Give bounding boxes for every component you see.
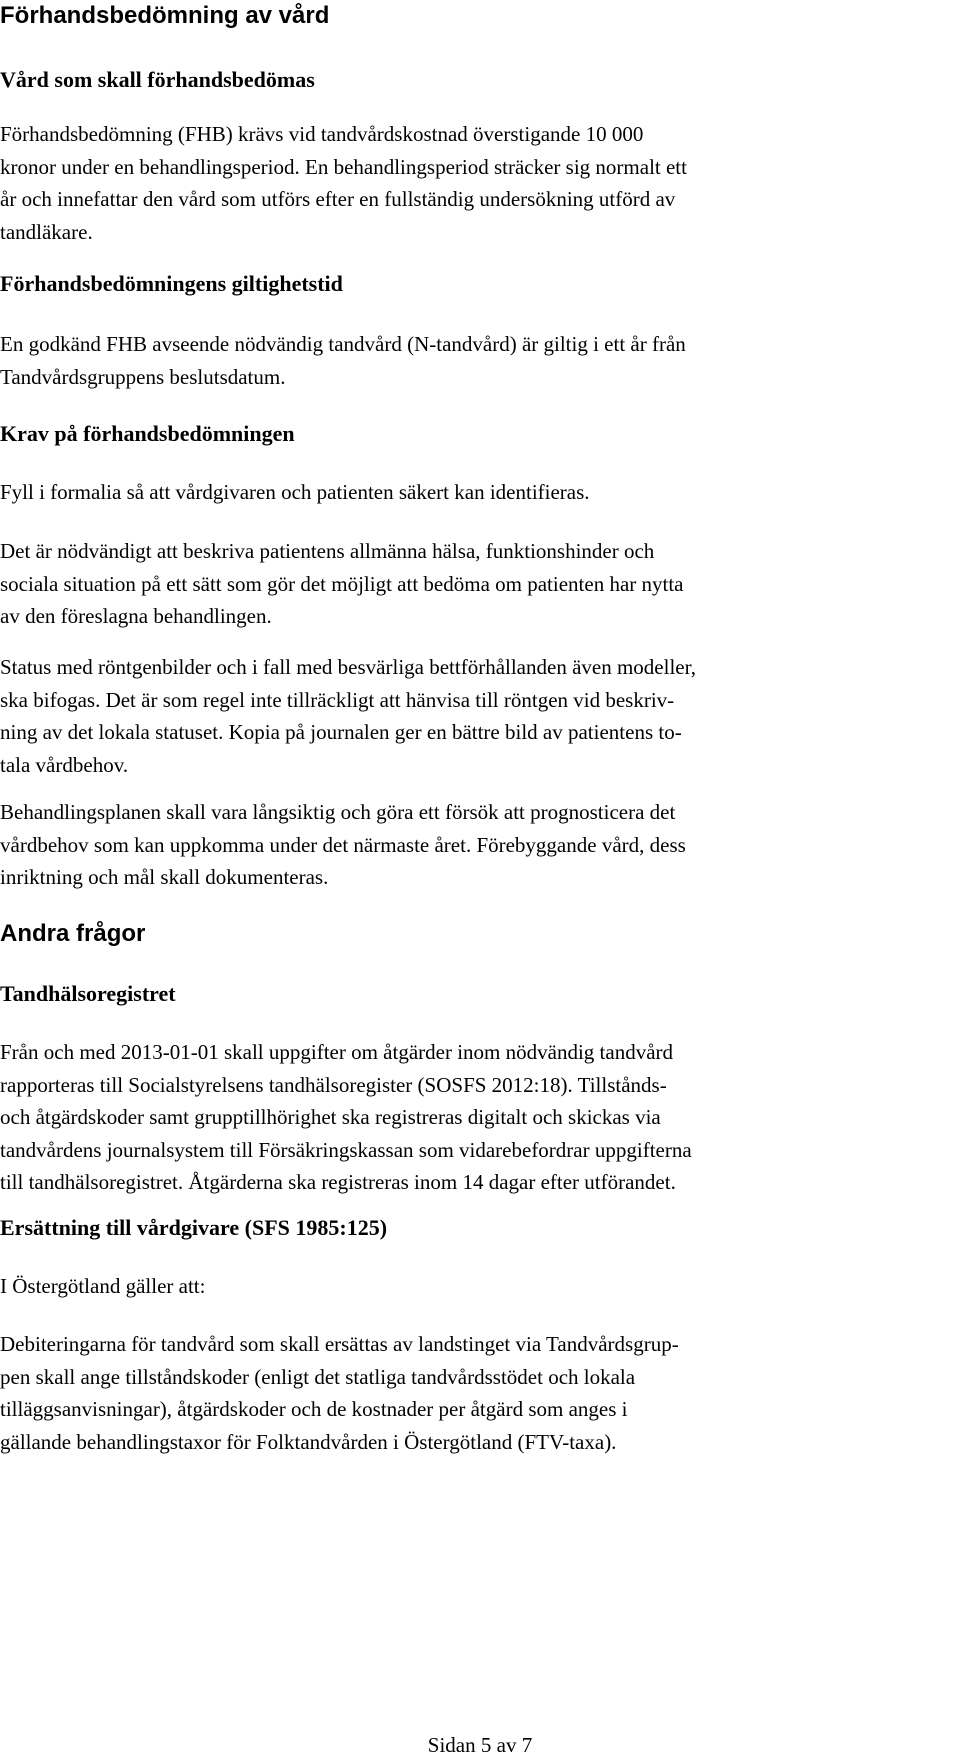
text-line: ning av det lokala statuset. Kopia på journalen ger en bättre bild av patientens to-	[0, 720, 682, 744]
section-title-andra-fragor: Andra frågor	[0, 920, 146, 947]
section-title-forhandsbedomning: Förhandsbedömning av vård	[0, 2, 330, 29]
text-line: gällande behandlingstaxor för Folktandvården i Östergötland (FTV-taxa).	[0, 1429, 617, 1454]
text-line: och åtgärdskoder samt grupptillhörighet ska registreras digitalt och skickas via	[0, 1105, 661, 1129]
heading-giltighetstid: Förhandsbedömningens giltighetstid	[0, 271, 343, 296]
text-line: ska bifogas. Det är som regel inte tillräckligt att hänvisa till röntgen vid beskriv-	[0, 687, 675, 712]
text-line: sociala situation på ett sätt som gör det möjligt att bedöma om patienten har nytta	[0, 571, 684, 596]
text-line: inriktning och mål skall dokumenteras.	[0, 865, 329, 889]
text-line: tandläkare.	[0, 219, 93, 244]
text-line: En godkänd FHB avseende nödvändig tandvård (N-tandvård) är giltig i ett år från	[0, 332, 686, 356]
heading-ersattning: Ersättning till vårdgivare (SFS 1985:125)	[0, 1215, 388, 1240]
text-line: Tandvårdsgruppens beslutsdatum.	[0, 364, 286, 389]
page-number: Sidan 5 av 7	[427, 1733, 533, 1757]
text-line: år och innefattar den vård som utförs efter en fullständig undersökning utförd av	[0, 187, 676, 211]
text-line: av den föreslagna behandlingen.	[0, 604, 272, 628]
heading-krav: Krav på förhandsbedömningen	[0, 421, 295, 446]
text-line: tandvårdens journalsystem till Försäkringskassan som vidarebefordrar uppgifterna	[0, 1137, 692, 1162]
text-line: Behandlingsplanen skall vara långsiktig och göra ett försök att prognosticera det	[0, 800, 676, 824]
paragraph-ostergotland	[0, 1270, 205, 1303]
text-line: pen skall ange tillståndskoder (enligt det statliga tandvårdsstödet och lokala	[0, 1364, 636, 1389]
heading-vard-som-skall-forhandsbedomas: Vård som skall förhandsbedömas	[0, 67, 315, 92]
text-line: till tandhälsoregistret. Åtgärderna ska registreras inom 14 dagar efter utförandet.	[0, 1170, 676, 1194]
paragraph-formalia	[0, 476, 590, 509]
text-line: vårdbehov som kan uppkomma under det närmaste året. Förebyggande vård, dess	[0, 832, 686, 857]
text-line: rapporteras till Socialstyrelsens tandhälsoregister (SOSFS 2012:18). Tillstånds-	[0, 1072, 667, 1097]
paragraph-fhb-requirement	[0, 118, 687, 248]
text-line: tilläggsanvisningar), åtgärdskoder och de kostnader per åtgärd som anges i	[0, 1397, 628, 1421]
paragraph-allman-halsa	[0, 535, 684, 633]
paragraph-debiteringar	[0, 1328, 679, 1458]
paragraph-giltighetstid	[0, 328, 686, 393]
text-line: kronor under en behandlingsperiod. En behandlingsperiod sträcker sig normalt ett	[0, 154, 687, 179]
text-line: Debiteringarna för tandvård som skall ersättas av landstinget via Tandvårdsgrup-	[0, 1332, 679, 1356]
text-line: Det är nödvändigt att beskriva patientens allmänna hälsa, funktionshinder och	[0, 539, 655, 563]
heading-tandhalsoregistret: Tandhälsoregistret	[0, 981, 176, 1006]
paragraph-tandhalsoregistret	[0, 1036, 692, 1199]
text-line: Status med röntgenbilder och i fall med besvärliga bettförhållanden även modeller,	[0, 655, 697, 679]
text-line: tala vårdbehov.	[0, 752, 129, 777]
text-line: Fyll i formalia så att vårdgivaren och patienten säkert kan identifieras.	[0, 480, 590, 504]
text-line: Förhandsbedömning (FHB) krävs vid tandvårdskostnad överstigande 10 000	[0, 122, 644, 146]
paragraph-behandlingsplan	[0, 796, 686, 894]
paragraph-status-rontgen	[0, 651, 696, 781]
text-line: Från och med 2013-01-01 skall uppgifter om åtgärder inom nödvändig tandvård	[0, 1040, 674, 1064]
text-line: I Östergötland gäller att:	[0, 1274, 206, 1298]
